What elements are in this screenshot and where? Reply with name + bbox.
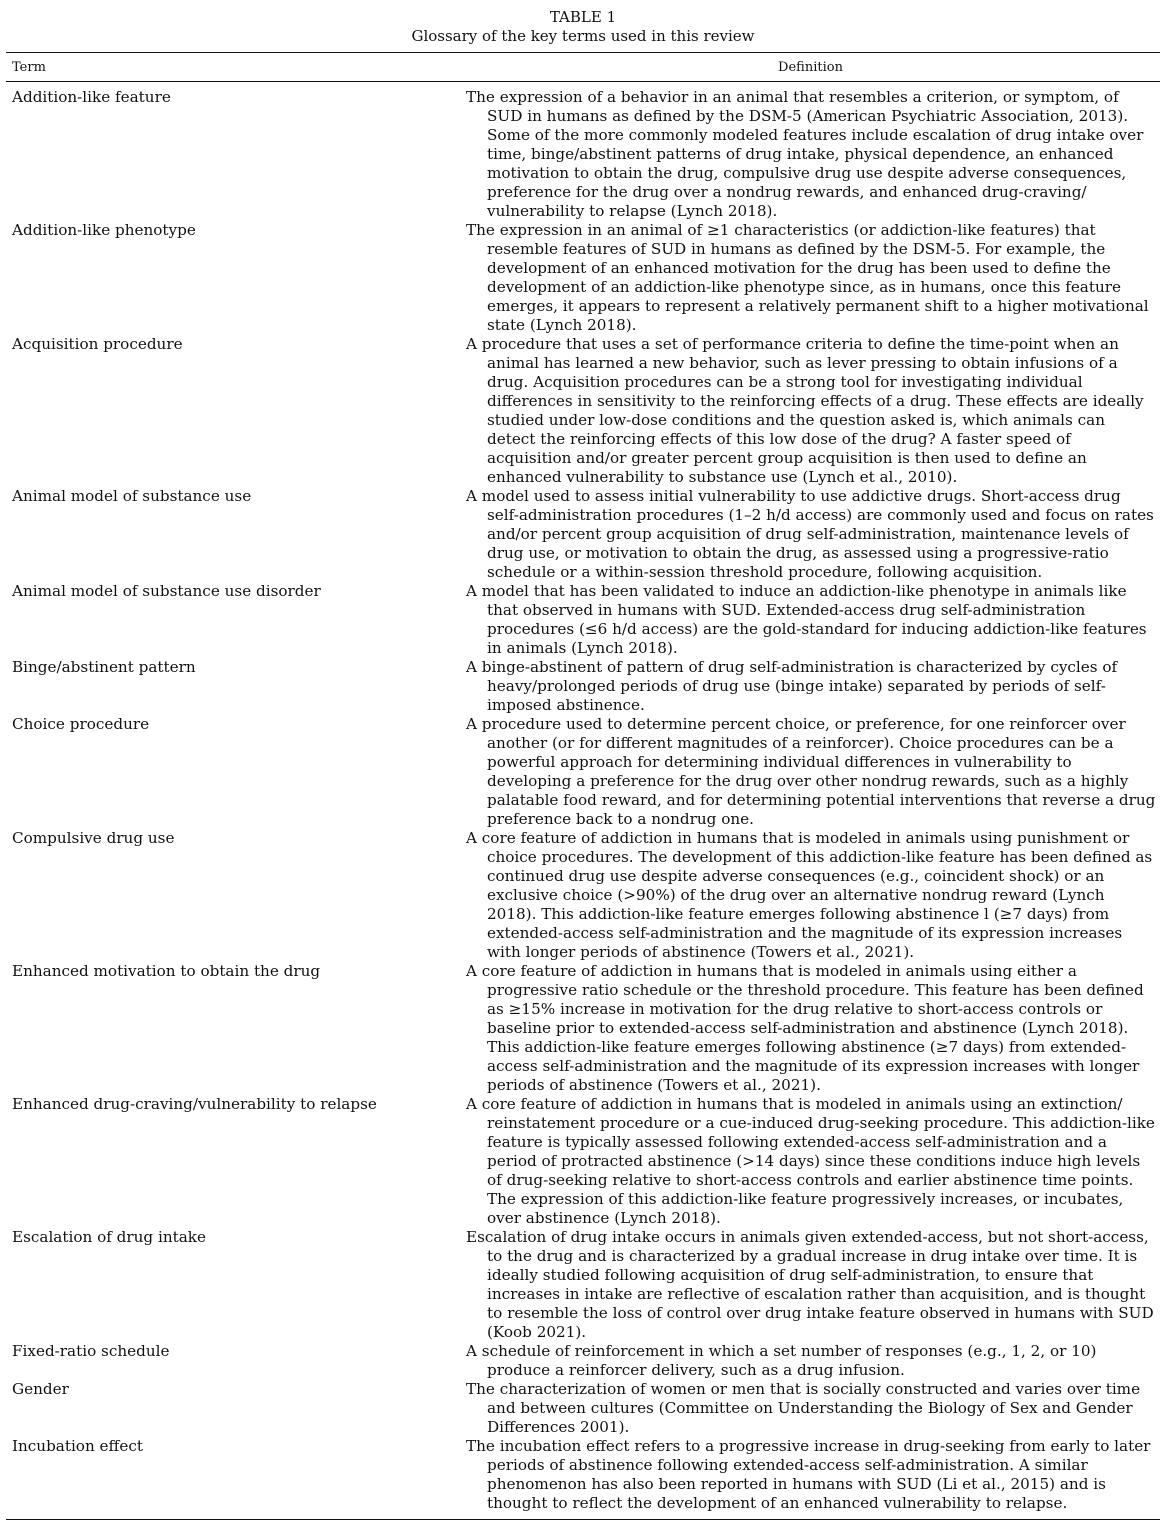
glossary-definition: The characterization of women or men that is socially constructed and varies over time and between cultures (Committee on Understanding the Biology of Sex and Gender Differences 2001). [466,1380,1141,1436]
glossary-term: Choice procedure [12,715,150,733]
glossary-definition: A schedule of reinforcement in which a set number of responses (e.g., 1, 2, or 10) produce a reinforcer delivery, such as a drug infusion. [466,1342,1097,1379]
glossary-term: Addition-like phenotype [12,221,196,239]
glossary-table [6,52,1160,1513]
table-header-row [6,53,1160,82]
glossary-term: Fixed-ratio schedule [12,1342,170,1360]
glossary-definition: A model that has been validated to induce an addiction-like phenotype in animals like that observed in humans with SUD. Extended-access drug self-administration procedures (≤6 h/d access) are the gold-standard for inducing addiction-like features in animals (Lynch 2018). [466,582,1147,657]
table-row [6,658,1160,715]
table-title: Glossary of the key terms used in this review [411,27,755,45]
glossary-definition: A binge-abstinent of pattern of drug self-administration is characterized by cycles of heavy/prolonged periods of drug use (binge intake) separated by periods of self-imposed abstinence. [466,658,1118,714]
table-row [6,715,1160,829]
column-header-term: Term [12,59,46,75]
glossary-term: Binge/abstinent pattern [12,658,196,676]
glossary-term: Enhanced motivation to obtain the drug [12,962,321,980]
table-row [6,1095,1160,1228]
glossary-term: Incubation effect [12,1437,143,1455]
table-caption [0,0,1166,46]
glossary-term: Escalation of drug intake [12,1228,206,1246]
table-row [6,221,1160,335]
glossary-term: Gender [12,1380,69,1398]
glossary-term: Acquisition procedure [12,335,183,353]
glossary-definition: A procedure that uses a set of performance criteria to define the time-point when an animal has learned a new behavior, such as lever pressing to obtain infusions of a drug. Acquisition procedures can be a strong tool for investigating individual differences in sensitivity to the reinforcing effects of a drug. These effects are ideally studied under low-dose conditions and the question asked is, which animals can detect the reinforcing effects of this low dose of the drug? A faster speed of acquisition and/or greater percent group acquisition is then used to define an enhanced vulnerability to substance use (Lynch et al., 2010). [466,335,1144,486]
table-bottom-rule [6,1519,1160,1520]
glossary-term: Addition-like feature [12,88,171,106]
table-row [6,1437,1160,1513]
glossary-definition: A core feature of addiction in humans that is modeled in animals using either a progressive ratio schedule or the threshold procedure. This feature has been defined as ≥15% increase in motivation for the drug relative to short-access controls or baseline prior to extended-access self-administration and abstinence (Lynch 2018). This addiction-like feature emerges following abstinence (≥7 days) from extended-access self-administration and the magnitude of its expression increases with longer periods of abstinence (Towers et al., 2021). [466,962,1144,1094]
glossary-definition: A core feature of addiction in humans that is modeled in animals using punishment or choice procedures. The development of this addiction-like feature has been defined as continued drug use despite adverse consequences (e.g., coincident shock) or an exclusive choice (>90%) of the drug over an alternative nondrug reward (Lynch 2018). This addiction-like feature emerges following abstinence l (≥7 days) from extended-access self-administration and the magnitude of its expression increases with longer periods of abstinence (Towers et al., 2021). [466,829,1153,961]
glossary-term: Enhanced drug-craving/vulnerability to relapse [12,1095,377,1113]
table-row [6,88,1160,221]
glossary-definition: A core feature of addiction in humans that is modeled in animals using an extinction/ reinstatement procedure or a cue-induced drug-seeking procedure. This addiction-like feature is typically assessed following extended-access self-administration and a period of protracted abstinence (>14 days) since these conditions induce high levels of drug-seeking relative to short-access controls and earlier abstinence time points. The expression of this addiction-like feature progressively increases, or incubates, over abstinence (Lynch 2018). [466,1095,1155,1227]
table-row [6,487,1160,582]
glossary-definition: The expression in an animal of ≥1 characteristics (or addiction-like features) that resemble features of SUD in humans as defined by the DSM-5. For example, the development of an enhanced motivation for the drug has been used to define the development of an addiction-like phenotype since, as in humans, once this feature emerges, it appears to represent a relatively permanent shift to a higher motivational state (Lynch 2018). [466,221,1149,334]
table-row [6,582,1160,658]
glossary-definition: Escalation of drug intake occurs in animals given extended-access, but not short-access, to the drug and is characterized by a gradual increase in drug intake over time. It is ideally studied following acquisition of drug self-administration, to ensure that increases in intake are reflective of escalation rather than acquisition, and is thought to resemble the loss of control over drug intake feature observed in humans with SUD (Koob 2021). [466,1228,1154,1341]
table-label: TABLE 1 [549,8,617,26]
glossary-term: Animal model of substance use [12,487,252,505]
table-row [6,829,1160,962]
column-header-definition: Definition [778,59,843,75]
table-body [6,82,1160,1513]
glossary-term: Animal model of substance use disorder [12,582,321,600]
glossary-definition: A model used to assess initial vulnerability to use addictive drugs. Short-access drug self-administration procedures (1–2 h/d access) are commonly used and focus on rates and/or percent group acquisition of drug self-administration, maintenance levels of drug use, or motivation to obtain the drug, as assessed using a progressive-ratio schedule or a within-session threshold procedure, following acquisition. [466,487,1154,581]
table-row [6,335,1160,487]
glossary-definition: The incubation effect refers to a progressive increase in drug-seeking from early to later periods of abstinence following extended-access self-administration. A similar phenomenon has also been reported in humans with SUD (Li et al., 2015) and is thought to reflect the development of an enhanced vulnerability to relapse. [466,1437,1151,1512]
table-row [6,1380,1160,1437]
glossary-term: Compulsive drug use [12,829,175,847]
table-row [6,962,1160,1095]
glossary-definition: A procedure used to determine percent choice, or preference, for one reinforcer over another (or for different magnitudes of a reinforcer). Choice procedures can be a powerful approach for determining individual differences in vulnerability to developing a preference for the drug over other nondrug rewards, such as a highly palatable food reward, and for determining potential interventions that reverse a drug preference back to a nondrug one. [466,715,1156,828]
table-row [6,1342,1160,1380]
table-row [6,1228,1160,1342]
glossary-definition: The expression of a behavior in an animal that resembles a criterion, or symptom, of SUD in humans as defined by the DSM-5 (American Psychiatric Association, 2013). Some of the more commonly modeled features include escalation of drug intake over time, binge/abstinent patterns of drug intake, physical dependence, an enhanced motivation to obtain the drug, compulsive drug use despite adverse consequences, preference for the drug over a nondrug rewards, and enhanced drug-craving/ vulnerability to relapse (Lynch 2018). [466,88,1144,220]
